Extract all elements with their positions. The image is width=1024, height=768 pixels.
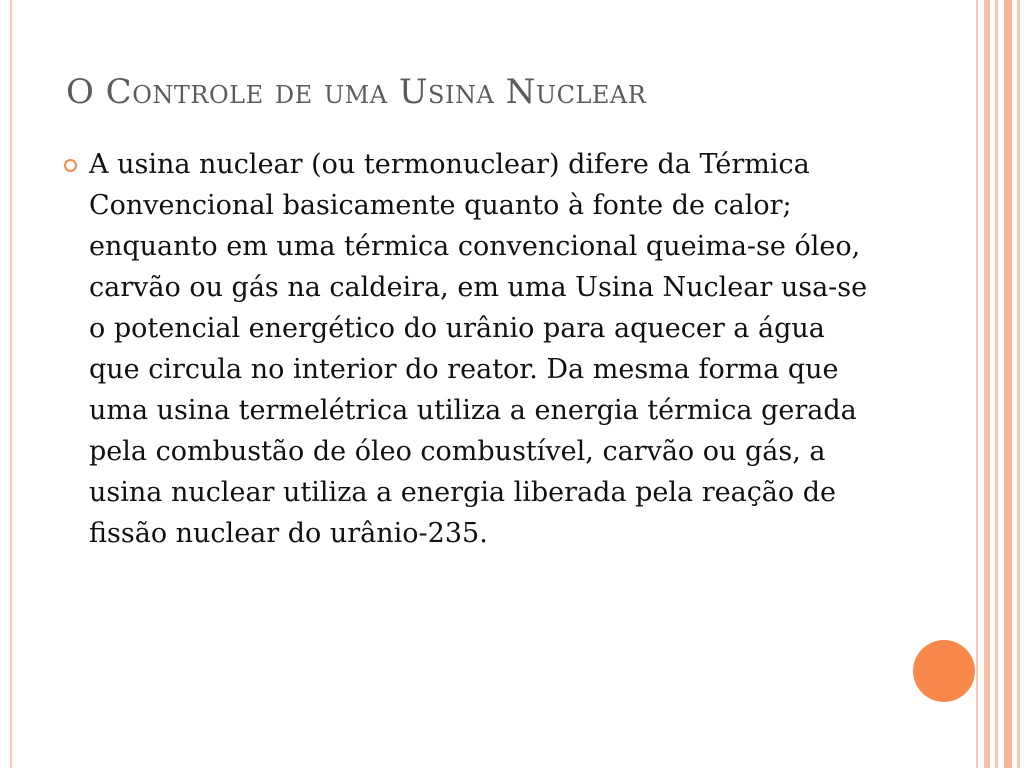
bullet-circle-icon <box>64 159 77 172</box>
stripe <box>995 0 998 768</box>
stripe <box>976 0 978 768</box>
right-decorative-stripes <box>976 0 1024 768</box>
stripe <box>1017 0 1020 768</box>
orange-circle-decoration <box>913 640 975 702</box>
bullet-text: A usina nuclear (ou termonuclear) difere da Térmica Convencional basicamente quanto à fonte de calor; enquanto em uma térmica convencional queima-se óleo, carvão ou gás na caldeira, em uma Usina Nuclear usa-se o potencial energético do urânio para aquecer a água que circula no interior do reator. Da mesma forma que uma usina termelétrica utiliza a energia térmica gerada pela combustão de óleo combustível, carvão ou gás, a usina nuclear utiliza a energia liberada pela reação de fissão nuclear do urânio-235. <box>89 149 868 549</box>
slide-title: O Controle de uma Usina Nuclear <box>66 72 647 112</box>
left-border-line <box>10 0 12 768</box>
bullet-list <box>60 144 880 554</box>
stripe <box>1004 0 1012 768</box>
stripe <box>984 0 990 768</box>
